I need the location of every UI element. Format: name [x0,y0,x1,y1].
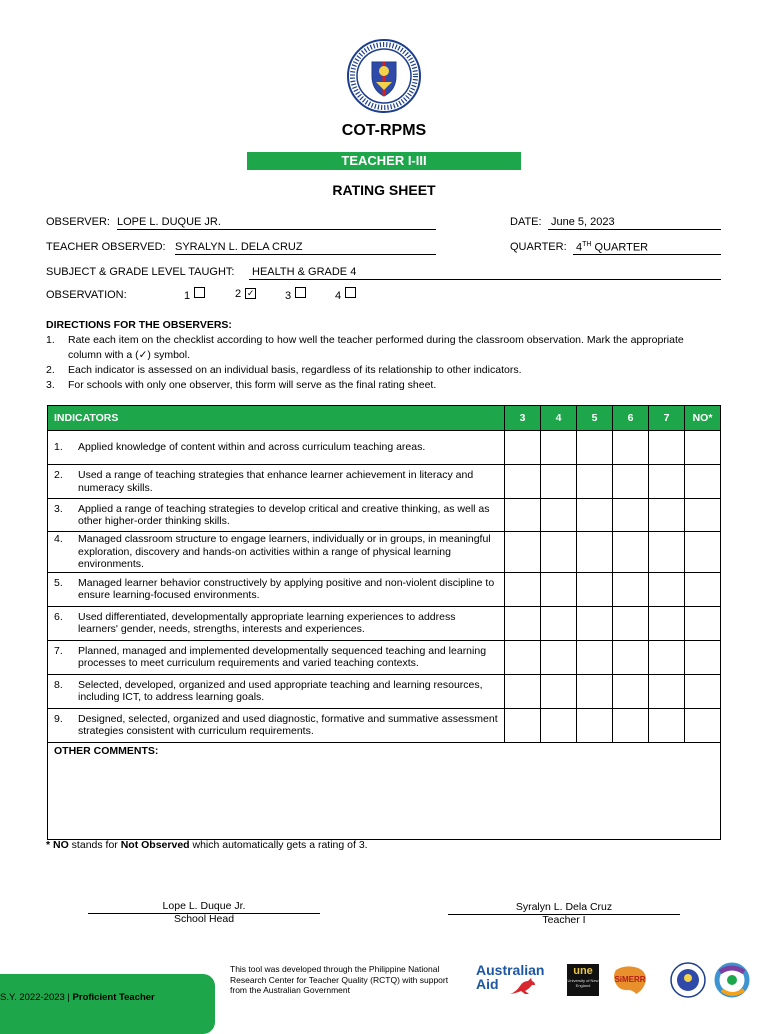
rating-column-header: 4 [541,406,577,431]
rating-cell[interactable] [505,572,541,606]
rating-cell[interactable] [505,606,541,640]
rating-cell[interactable] [613,431,649,465]
rating-cell[interactable] [541,606,577,640]
indicator-text: Applied a range of teaching strategies to develop critical and creative thinking, as well as other higher-order thinking skills. [78,502,490,527]
une-logo [567,964,599,996]
rating-cell[interactable] [649,572,685,606]
rating-cell[interactable] [505,532,541,573]
teacher-level-band: TEACHER I-III [247,152,521,170]
subject-field[interactable] [249,266,721,280]
indicator-cell [48,674,505,708]
rating-cell[interactable] [577,465,613,499]
school-year: S.Y. 2022-2023 | [0,992,73,1003]
logo-text: Aid [476,976,499,992]
footer-green-tab [0,974,215,1034]
signature-name: Lope L. Duque Jr. [88,900,320,914]
observation-option-number: 1 [184,290,191,302]
indicator-wrap [54,577,498,602]
rating-cell[interactable] [685,499,721,532]
rating-cell[interactable] [613,640,649,674]
indicator-wrap [54,713,498,738]
rating-cell[interactable] [577,708,613,742]
observer-label: OBSERVER: [46,216,110,228]
document-title: COT-RPMS [341,122,427,139]
checkbox-icon[interactable] [295,287,306,298]
quarter-superscript: TH [582,241,592,248]
rating-cell[interactable] [505,674,541,708]
observation-option-number: 2 [235,288,242,300]
rating-cell[interactable] [505,465,541,499]
indicator-number: 5. [54,576,63,589]
signature-school-head [88,900,320,925]
indicator-cell [48,640,505,674]
directions-item [46,333,706,363]
directions-item-number: 3. [46,379,55,391]
indicator-cell [48,532,505,573]
table-row [48,465,721,499]
directions-item-number: 1. [46,334,55,346]
indicator-wrap [54,503,498,528]
rating-cell[interactable] [649,532,685,573]
signature-role: Teacher I [542,914,586,926]
signature-role: School Head [173,913,235,925]
rating-cell[interactable] [685,606,721,640]
footnote-not-observed: Not Observed [120,839,190,851]
rating-column-header: 6 [613,406,649,431]
rating-cell[interactable] [541,499,577,532]
simerr-logo [610,962,650,998]
indicator-cell [48,431,505,465]
observer-field[interactable] [117,216,436,230]
signature-name: Syralyn L. Dela Cruz [448,901,680,915]
indicator-number: 2. [54,469,63,481]
subject-label: SUBJECT & GRADE LEVEL TAUGHT: [46,266,235,278]
quarter-field[interactable] [573,241,721,255]
rating-cell[interactable] [685,465,721,499]
logo-text: University of New England [567,978,599,988]
rating-cell[interactable] [505,431,541,465]
rating-cell[interactable] [541,532,577,573]
date-label: DATE: [510,216,542,228]
rating-cell[interactable] [613,674,649,708]
table-row [48,499,721,532]
observation-option-number: 4 [335,290,342,302]
comments-label: OTHER COMMENTS: [54,744,159,757]
footnote-tail: which automatically gets a rating of 3. [189,839,368,851]
rating-cell[interactable] [577,640,613,674]
rating-cell[interactable] [685,640,721,674]
date-field[interactable] [548,216,721,230]
quarter-number: 4 [576,241,583,254]
indicator-number: 8. [54,678,63,691]
indicator-number: 3. [54,502,63,515]
indicator-number: 4. [54,533,63,545]
rating-cell[interactable] [685,532,721,573]
simerr-text: SiMERR [614,975,646,984]
logo-text: une [573,965,593,977]
observation-option-4[interactable] [335,288,356,302]
indicator-text: Managed classroom structure to engage learners, individually or in groups, in meaningful exploration, discovery and hands-on activities within a range of physical learning environments. [78,533,491,570]
rating-cell[interactable] [541,708,577,742]
observation-label: OBSERVATION: [46,289,127,301]
rating-cell[interactable] [649,606,685,640]
school-year-label [0,992,155,1003]
indicator-text: Managed learner behavior constructively by applying positive and non-violent discipline to ensure learning-focused environments. [78,576,495,601]
indicator-number: 9. [54,712,63,725]
checkbox-icon[interactable] [345,287,356,298]
directions-item-text: For schools with only one observer, this form will serve as the final rating sheet. [68,379,437,391]
rating-cell[interactable] [613,708,649,742]
rating-column-header: 5 [577,406,613,431]
teacher-level: Proficient Teacher [72,992,155,1003]
table-row [48,708,721,742]
footnote-no: NO [53,839,69,851]
rating-cell[interactable] [613,606,649,640]
indicator-wrap [54,441,498,454]
rating-cell[interactable] [505,640,541,674]
directions-heading: DIRECTIONS FOR THE OBSERVERS: [46,319,232,331]
rating-cell[interactable] [613,499,649,532]
indicator-wrap [54,611,498,636]
indicator-cell [48,572,505,606]
document-subtitle: RATING SHEET [332,182,436,198]
table-row [48,606,721,640]
indicator-wrap [54,469,498,494]
indicator-wrap [54,533,498,571]
directions-section [46,318,706,393]
indicators-header: INDICATORS [48,406,505,431]
comments-row [48,742,721,839]
rating-cell[interactable] [505,499,541,532]
quarter-label: QUARTER: [510,241,567,253]
logo-text: Australian [476,962,545,978]
teacher-field[interactable] [175,241,436,255]
directions-item-text: Rate each item on the checklist according to how well the teacher performed during the classroom observation. Mark the appropriate column with a (✓) symbol. [68,334,684,361]
rating-cell[interactable] [505,708,541,742]
rating-cell[interactable] [541,674,577,708]
rating-cell[interactable] [685,431,721,465]
indicator-text: Used a range of teaching strategies that enhance learner achievement in literacy and numeracy skills. [78,469,474,494]
kangaroo-icon [508,976,538,996]
teacher-value: SYRALYN L. DELA CRUZ [175,241,303,253]
rating-column-header: NO* [685,406,721,431]
signature-teacher [448,901,680,926]
rctq-logo [712,962,752,998]
comments-area[interactable] [48,742,721,839]
checkbox-icon[interactable] [194,287,205,298]
quarter-word: QUARTER [594,241,649,254]
subject-value: HEALTH & GRADE 4 [252,266,357,278]
rating-cell[interactable] [649,431,685,465]
rating-cell[interactable] [649,708,685,742]
rating-cell[interactable] [577,431,613,465]
directions-item [46,378,706,393]
indicator-cell [48,465,505,499]
indicator-text: Selected, developed, organized and used appropriate teaching and learning resources, including ICT, to address learning goals. [78,678,483,703]
rating-cell[interactable] [577,606,613,640]
development-note: This tool was developed through the Philippine National Research Center for Teacher Quality (RCTQ) with support from the Australian Government [230,964,449,995]
indicator-text: Applied knowledge of content within and across curriculum teaching areas. [78,441,426,454]
indicator-wrap [54,679,498,704]
observation-option-1[interactable] [184,288,205,302]
observer-value: LOPE L. DUQUE JR. [117,216,221,228]
table-header-row [48,406,721,431]
rating-table [47,405,721,840]
observation-option-2[interactable] [235,288,256,300]
indicator-number: 6. [54,610,63,623]
directions-item [46,363,706,378]
table-row [48,572,721,606]
indicator-cell [48,708,505,742]
rating-cell[interactable] [649,640,685,674]
deped-seal-small-icon [670,962,706,998]
rating-column-header: 7 [649,406,685,431]
rating-cell[interactable] [541,572,577,606]
rating-cell[interactable] [649,674,685,708]
date-value: June 5, 2023 [551,216,615,228]
table-row [48,532,721,573]
indicator-cell [48,499,505,532]
rating-cell[interactable] [577,532,613,573]
indicator-cell [48,606,505,640]
rating-column-header: 3 [505,406,541,431]
checked-checkbox-icon[interactable]: ✓ [246,288,255,298]
table-row [48,640,721,674]
footnote-star: * [46,839,54,851]
indicator-text: Planned, managed and implemented developmentally sequenced teaching and learning processes to meet curriculum requirements and varied teaching contexts. [78,644,487,669]
rating-cell[interactable] [577,572,613,606]
directions-item-number: 2. [46,364,55,376]
indicator-text: Designed, selected, organized and used diagnostic, formative and summative assessment strategies consistent with curriculum requirements. [78,712,498,737]
indicator-text: Used differentiated, developmentally appropriate learning experiences to address learners' gender, needs, strengths, interests and experiences. [78,610,456,635]
rating-cell[interactable] [685,674,721,708]
rating-cell[interactable] [541,640,577,674]
teacher-label: TEACHER OBSERVED: [46,241,166,253]
rating-cell[interactable] [577,674,613,708]
rating-cell[interactable] [649,465,685,499]
deped-seal-icon [346,38,422,114]
table-row [48,431,721,465]
observation-option-number: 3 [285,290,292,302]
rating-cell[interactable] [541,431,577,465]
rating-cell[interactable] [685,572,721,606]
rating-cell[interactable] [685,708,721,742]
table-row [48,674,721,708]
rating-cell[interactable] [613,572,649,606]
indicator-number: 1. [54,441,63,454]
indicator-wrap [54,645,498,670]
indicator-number: 7. [54,644,63,657]
rating-cell[interactable] [613,465,649,499]
observation-option-3[interactable] [285,288,306,302]
footnote [46,839,368,851]
footnote-mid: stands for [68,839,121,851]
rating-cell[interactable] [613,532,649,573]
rating-cell[interactable] [649,499,685,532]
directions-item-text: Each indicator is assessed on an individual basis, regardless of its relationship to other indicators. [68,364,522,376]
rating-cell[interactable] [541,465,577,499]
rating-cell[interactable] [577,499,613,532]
